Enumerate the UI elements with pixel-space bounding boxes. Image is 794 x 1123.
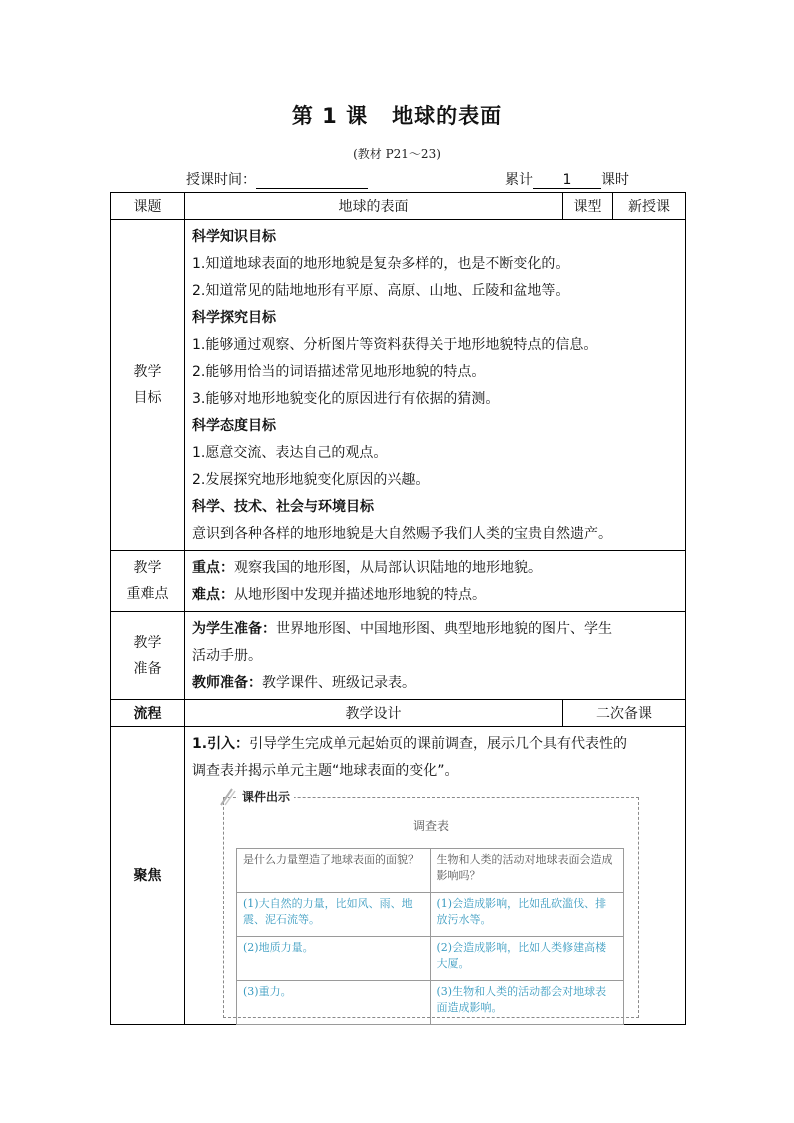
goal-item: 1.知道地球表面的地形地貌是复杂多样的，也是不断变化的。 xyxy=(192,256,570,272)
total-hours-row xyxy=(505,169,629,189)
prep-label: 教学 准备 xyxy=(111,612,185,700)
survey-cell: (1)大自然的力量，比如风、雨、地震、泥石流等。 xyxy=(237,893,431,937)
goal-item: 3.能够对地形地貌变化的原因进行有依据的猜测。 xyxy=(192,391,500,407)
survey-header-row xyxy=(237,849,624,893)
lesson-name: 地球的表面 xyxy=(392,104,503,128)
survey-header: 是什么力量塑造了地球表面的面貌？ xyxy=(237,849,431,893)
survey-cell: (1)会造成影响，比如乱砍滥伐、排放污水等。 xyxy=(430,893,624,937)
lesson-type-value: 新授课 xyxy=(613,193,686,220)
goal-item: 2.发展探究地形地貌变化原因的兴趣。 xyxy=(192,472,430,488)
topic-label: 课题 xyxy=(111,193,185,220)
courseware-tag: 课件出示 xyxy=(238,788,294,806)
survey-row xyxy=(237,937,624,981)
topic-value: 地球的表面 xyxy=(185,193,563,220)
process-header-row xyxy=(111,700,686,727)
goal-item: 1.能够通过观察、分析图片等资料获得关于地形地貌特点的信息。 xyxy=(192,337,598,353)
survey-row xyxy=(237,981,624,1025)
topic-row xyxy=(111,193,686,220)
survey-header: 生物和人类的活动对地球表面会造成影响吗？ xyxy=(430,849,624,893)
student-prep-cont: 活动手册。 xyxy=(192,648,262,664)
textbook-pages: (教材 P21～23) xyxy=(353,147,441,161)
courseware-box xyxy=(223,790,639,1018)
goal-item: 2.知道常见的陆地地形有平原、高原、山地、丘陵和盆地等。 xyxy=(192,283,570,299)
class-time-label: 授课时间： xyxy=(186,172,256,188)
goal-heading: 科学知识目标 xyxy=(192,229,276,245)
design-col-label: 教学设计 xyxy=(185,700,563,727)
lesson-number: 第 1 课 xyxy=(291,104,369,128)
focus-label: 教学 重难点 xyxy=(111,551,185,612)
pencil-icon xyxy=(218,786,240,808)
lesson-plan-table xyxy=(110,192,686,1025)
survey-cell: (2)会造成影响，比如人类修建高楼大厦。 xyxy=(430,937,624,981)
key-point: 重点：观察我国的地形图，从局部认识陆地的地形地貌。 xyxy=(192,560,542,576)
survey-table xyxy=(236,848,624,1025)
goals-label: 教学 目标 xyxy=(111,220,185,551)
focus-stage-content xyxy=(185,727,686,1025)
class-time-row xyxy=(186,169,368,189)
prep-row xyxy=(111,612,686,700)
survey-cell: (3)生物和人类的活动都会对地球表面造成影响。 xyxy=(430,981,624,1025)
student-prep: 为学生准备：世界地形图、中国地形图、典型地形地貌的图片、学生 xyxy=(192,621,612,637)
process-col-label: 流程 xyxy=(111,700,185,727)
survey-title: 调查表 xyxy=(412,819,449,833)
survey-cell: (3)重力。 xyxy=(237,981,431,1025)
prep-content xyxy=(185,612,686,700)
focus-content xyxy=(185,551,686,612)
total-label: 累计 xyxy=(505,172,533,188)
goal-item: 1.愿意交流、表达自己的观点。 xyxy=(192,445,388,461)
focus-row xyxy=(111,551,686,612)
goal-item: 2.能够用恰当的词语描述常见地形地貌的特点。 xyxy=(192,364,486,380)
goals-row xyxy=(111,220,686,551)
teacher-prep: 教师准备：教学课件、班级记录表。 xyxy=(192,675,416,691)
lesson-type-label: 课型 xyxy=(563,193,613,220)
focus-stage-row xyxy=(111,727,686,1025)
second-prep-col-label: 二次备课 xyxy=(563,700,686,727)
survey-row xyxy=(237,893,624,937)
class-time-field[interactable] xyxy=(256,172,368,189)
total-hours-field[interactable]: 1 xyxy=(533,172,601,189)
survey-cell: (2)地质力量。 xyxy=(237,937,431,981)
goal-item: 意识到各种各样的地形地貌是大自然赐予我们人类的宝贵自然遗产。 xyxy=(192,526,612,542)
difficult-point: 难点：从地形图中发现并描述地形地貌的特点。 xyxy=(192,587,486,603)
goals-content xyxy=(185,220,686,551)
total-unit: 课时 xyxy=(601,172,629,188)
intro-paragraph-cont: 调查表并揭示单元主题“地球表面的变化”。 xyxy=(192,763,459,779)
intro-paragraph: 1.引入：引导学生完成单元起始页的课前调查，展示几个具有代表性的 xyxy=(192,736,628,752)
focus-stage-label: 聚焦 xyxy=(111,727,185,1025)
lesson-title xyxy=(0,100,794,130)
goal-heading: 科学、技术、社会与环境目标 xyxy=(192,499,374,515)
goal-heading: 科学探究目标 xyxy=(192,310,276,326)
goal-heading: 科学态度目标 xyxy=(192,418,276,434)
